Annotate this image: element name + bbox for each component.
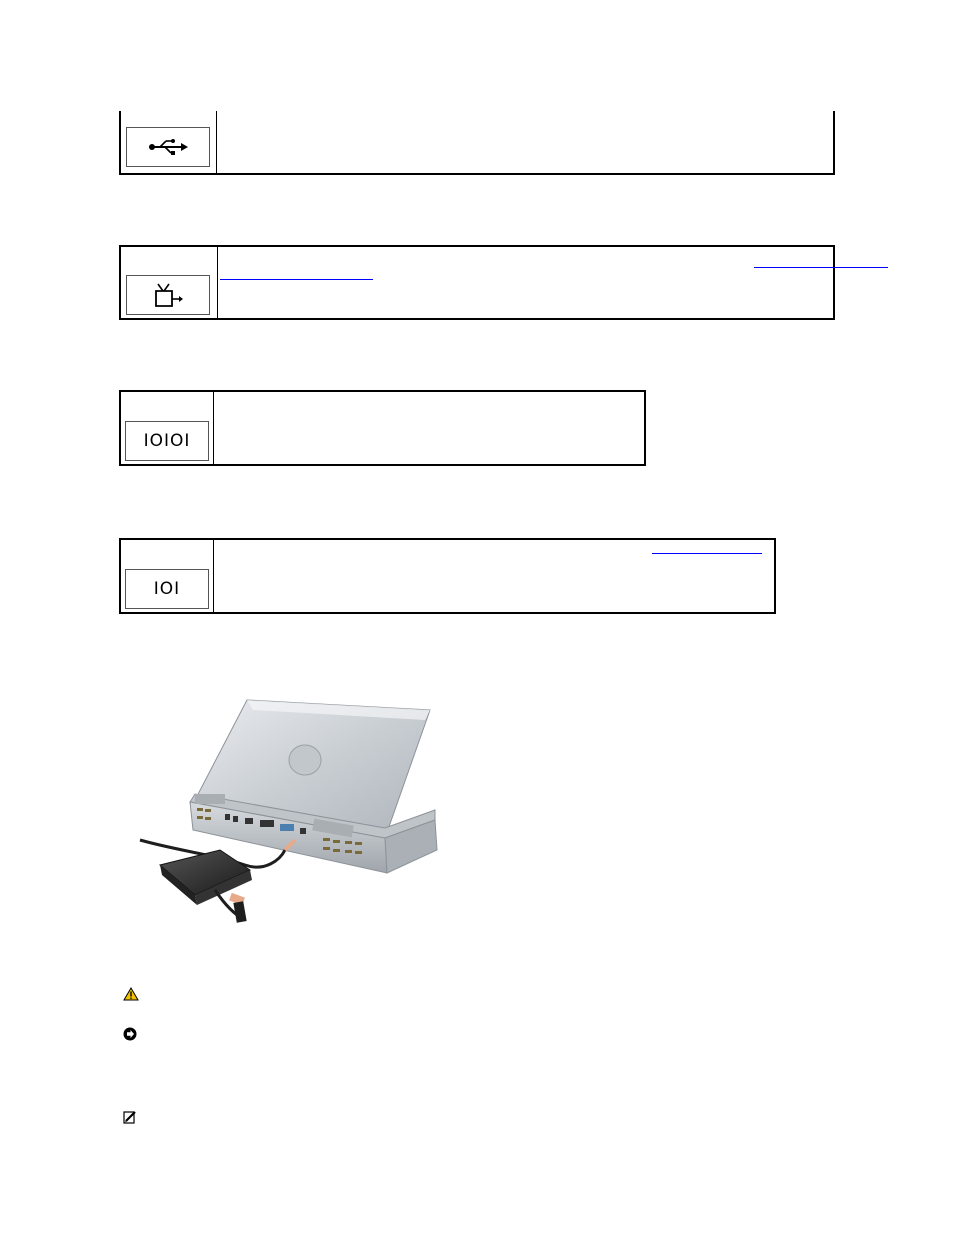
tv-out-icon-cell [121, 247, 218, 318]
serial-port-icon-box [125, 421, 209, 461]
video-port-link-underline[interactable] [652, 553, 762, 554]
tv-out-icon-box [126, 275, 210, 315]
tv-out-icon [152, 282, 184, 308]
video-port-icon-cell [121, 540, 214, 612]
video-port-icon: IOI [153, 579, 181, 599]
usb-icon [147, 137, 189, 157]
ac-adapter [160, 850, 250, 895]
dell-logo [289, 745, 321, 775]
laptop-ac-adapter-figure [135, 690, 440, 930]
video-port-icon-box [125, 569, 209, 609]
usb-port-table [119, 111, 835, 175]
serial-port-icon-cell [121, 392, 214, 464]
caution-icon [123, 987, 139, 1001]
tv-out-link-underline-1[interactable] [754, 267, 888, 268]
note-icon [123, 1110, 137, 1124]
tv-out-link-underline-2[interactable] [220, 279, 373, 280]
usb-icon-cell [121, 111, 217, 173]
usb-description [217, 111, 833, 173]
notice-icon [123, 1027, 137, 1041]
tv-out-table [119, 245, 835, 320]
serial-port-icon: IOIOI [143, 431, 191, 451]
serial-port-table [119, 390, 646, 466]
tv-out-description [218, 247, 833, 318]
usb-icon-box [126, 127, 210, 167]
video-port-description [214, 540, 774, 612]
video-port-table [119, 538, 776, 614]
serial-port-description [214, 392, 644, 464]
